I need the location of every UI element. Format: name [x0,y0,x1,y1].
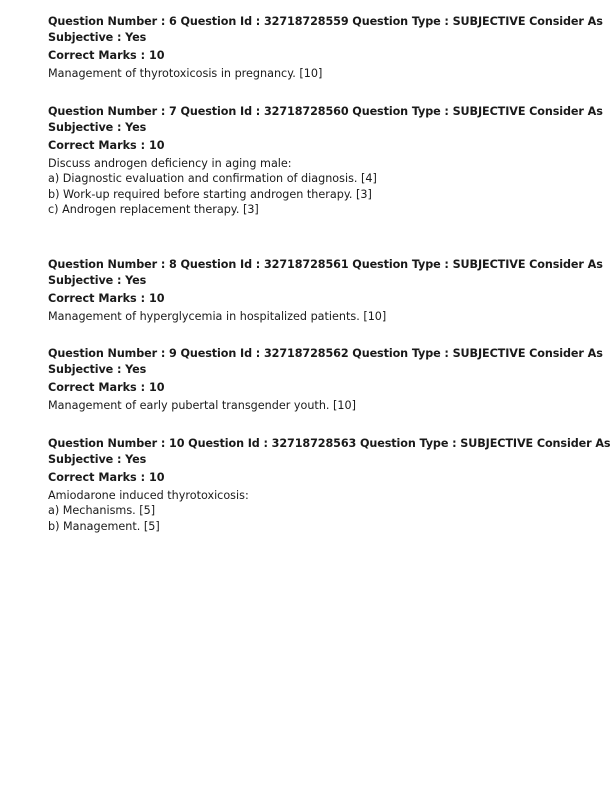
correct-marks: Correct Marks : 10 [48,49,165,62]
question-block-7 [48,104,603,218]
question-text [48,488,568,535]
question-text-line: Management of thyrotoxicosis in pregnancy. [10] [48,67,323,80]
question-header [48,257,603,289]
question-block-9 [48,346,603,414]
question-header-line: Question Number : 8 Question Id : 32718728561 Question Type : SUBJECTIVE Consider As [48,257,603,271]
question-block-6 [48,14,603,82]
question-header-line: Question Number : 7 Question Id : 32718728560 Question Type : SUBJECTIVE Consider As [48,104,603,118]
question-paper-page [48,14,611,534]
question-text [48,66,568,82]
question-subpart-a: a) Mechanisms. [5] [48,504,156,517]
question-subjective-line: Subjective : Yes [48,31,147,44]
question-block-8 [48,257,603,325]
question-text [48,156,568,218]
question-header [48,436,611,468]
question-header-line: Question Number : 10 Question Id : 32718728563 Question Type : SUBJECTIVE Consider As [48,436,611,450]
question-subjective-line: Subjective : Yes [48,120,147,134]
correct-marks: Correct Marks : 10 [48,138,165,152]
question-subjective-line: Subjective : Yes [48,363,147,376]
question-header [48,346,603,378]
correct-marks: Correct Marks : 10 [48,381,165,394]
question-text-line: Amiodarone induced thyrotoxicosis: [48,488,249,502]
question-header-line: Question Number : 9 Question Id : 32718728562 Question Type : SUBJECTIVE Consider As [48,347,603,360]
question-subjective-line: Subjective : Yes [48,273,147,287]
question-subpart-c: c) Androgen replacement therapy. [3] [48,203,259,216]
correct-marks: Correct Marks : 10 [48,291,165,305]
question-text-line: Management of early pubertal transgender youth. [10] [48,399,356,412]
question-header-line: Question Number : 6 Question Id : 32718728559 Question Type : SUBJECTIVE Consider As [48,15,603,28]
question-header [48,104,603,136]
question-subpart-b: b) Work-up required before starting androgen therapy. [3] [48,187,372,201]
question-text-line: Management of hyperglycemia in hospitalized patients. [10] [48,309,387,323]
question-block-10 [48,436,611,535]
question-header [48,14,603,46]
question-subjective-line: Subjective : Yes [48,452,147,466]
correct-marks: Correct Marks : 10 [48,470,165,484]
question-text [48,398,568,414]
question-subpart-a: a) Diagnostic evaluation and confirmation of diagnosis. [4] [48,172,377,185]
question-text-line: Discuss androgen deficiency in aging male: [48,156,292,170]
question-subpart-b: b) Management. [5] [48,519,160,533]
question-text [48,309,568,325]
